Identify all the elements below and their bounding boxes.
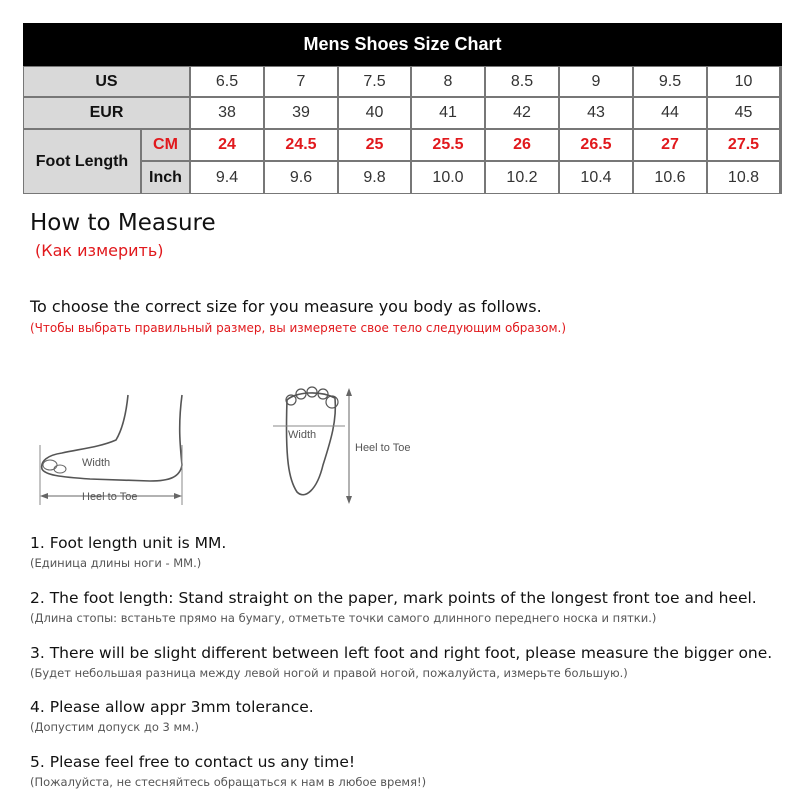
note-3 <box>30 644 772 680</box>
foot-length-label: Foot Length <box>24 130 140 193</box>
eur-size-cell: 43 <box>560 98 632 128</box>
note-4-text: 4. Please allow appr 3mm tolerance. <box>30 698 314 716</box>
size-chart-title: Mens Shoes Size Chart <box>23 23 782 66</box>
how-to-measure-title-ru: (Как измерить) <box>35 241 164 260</box>
cm-label: CM <box>142 130 189 160</box>
cm-size-cell: 24 <box>191 130 263 160</box>
us-size-cell: 9 <box>560 67 632 96</box>
inch-label: Inch <box>142 162 189 193</box>
note-1 <box>30 534 226 570</box>
eur-size-cell: 45 <box>708 98 779 128</box>
inch-size-cell: 10.8 <box>708 162 779 193</box>
size-chart <box>23 23 782 194</box>
foot-top-view-illustration <box>265 380 435 510</box>
intro-text: To choose the correct size for you measure you body as follows. <box>30 297 542 316</box>
cm-size-cell: 26.5 <box>560 130 632 160</box>
us-size-cell: 6.5 <box>191 67 263 96</box>
note-5-text: 5. Please feel free to contact us any time! <box>30 753 356 771</box>
inch-size-cell: 9.6 <box>265 162 337 193</box>
eur-size-cell: 40 <box>339 98 410 128</box>
side-width-label: Width <box>82 457 111 469</box>
inch-size-cell: 10.2 <box>486 162 558 193</box>
note-2-text-ru: (Длина стопы: встаньте прямо на бумагу, отметьте точки самого длинного переднего носка и пятки.) <box>30 611 657 625</box>
note-4 <box>30 698 314 734</box>
inch-size-cell: 9.8 <box>339 162 410 193</box>
cm-size-cell: 27 <box>634 130 706 160</box>
inch-size-cell: 10.0 <box>412 162 484 193</box>
cm-size-cell: 25 <box>339 130 410 160</box>
eur-size-cell: 44 <box>634 98 706 128</box>
note-2-text: 2. The foot length: Stand straight on the paper, mark points of the longest front toe and heel. <box>30 589 757 607</box>
note-3-text: 3. There will be slight different between left foot and right foot, please measure the bigger one. <box>30 644 773 662</box>
note-1-text: 1. Foot length unit is MM. <box>30 534 227 552</box>
cm-size-cell: 27.5 <box>708 130 779 160</box>
note-5 <box>30 753 426 789</box>
top-width-label: Width <box>288 429 317 441</box>
top-length-label: Heel to Toe <box>355 442 411 454</box>
size-grid <box>23 66 782 194</box>
note-2 <box>30 589 757 625</box>
foot-side-view-illustration <box>30 385 200 510</box>
inch-size-cell: 9.4 <box>191 162 263 193</box>
cm-size-cell: 24.5 <box>265 130 337 160</box>
us-size-cell: 9.5 <box>634 67 706 96</box>
eur-size-cell: 38 <box>191 98 263 128</box>
us-size-cell: 7.5 <box>339 67 410 96</box>
note-4-text-ru: (Допустим допуск до 3 мм.) <box>30 720 200 734</box>
inch-size-cell: 10.6 <box>634 162 706 193</box>
cm-size-cell: 25.5 <box>412 130 484 160</box>
note-5-text-ru: (Пожалуйста, не стесняйтесь обращаться к нам в любое время!) <box>30 775 427 789</box>
eur-size-cell: 42 <box>486 98 558 128</box>
us-size-cell: 10 <box>708 67 779 96</box>
eur-size-cell: 39 <box>265 98 337 128</box>
eur-size-cell: 41 <box>412 98 484 128</box>
inch-size-cell: 10.4 <box>560 162 632 193</box>
us-size-cell: 7 <box>265 67 337 96</box>
cm-size-cell: 26 <box>486 130 558 160</box>
eur-label: EUR <box>24 98 189 128</box>
side-length-label: Heel to Toe <box>82 491 138 503</box>
us-size-cell: 8.5 <box>486 67 558 96</box>
note-3-text-ru: (Будет небольшая разница между левой ногой и правой ногой, пожалуйста, измерьте большую.) <box>30 666 628 680</box>
us-size-cell: 8 <box>412 67 484 96</box>
intro-text-ru: (Чтобы выбрать правильный размер, вы измеряете свое тело следующим образом.) <box>30 321 567 335</box>
how-to-measure-title: How to Measure <box>30 210 216 236</box>
us-label: US <box>24 67 189 96</box>
note-1-text-ru: (Единица длины ноги - MM.) <box>30 556 202 570</box>
